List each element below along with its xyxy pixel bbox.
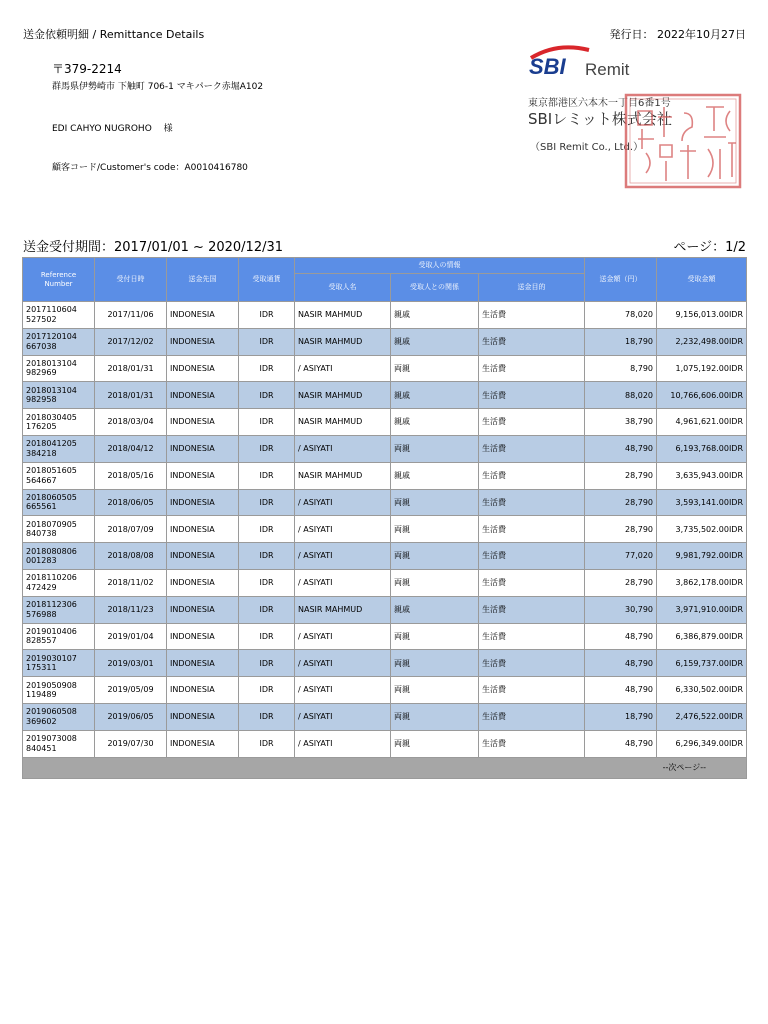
cell-name: / ASIYATI	[295, 489, 391, 516]
document-title: 送金依頼明細 / Remittance Details	[23, 28, 205, 41]
cell-dest: INDONESIA	[167, 623, 239, 650]
cell-amount-jpy: 28,790	[585, 462, 657, 489]
cell-amount-jpy: 8,790	[585, 355, 657, 382]
cell-amount-recv: 10,766,606.00IDR	[657, 382, 747, 409]
cell-dest: INDONESIA	[167, 302, 239, 329]
company-name-en: （SBI Remit Co., Ltd.）	[530, 142, 644, 153]
customer-name: EDI CAHYO NUGROHO 様	[52, 124, 173, 134]
cell-relation: 親戚	[391, 596, 479, 623]
customer-code: 顧客コード/Customer's code：A0010416780	[52, 163, 248, 173]
seal-icon	[624, 93, 742, 189]
cell-date: 2019/03/01	[95, 650, 167, 677]
cell-amount-jpy: 48,790	[585, 623, 657, 650]
cell-amount-jpy: 77,020	[585, 543, 657, 570]
cell-purpose: 生活費	[479, 462, 585, 489]
cell-name: NASIR MAHMUD	[295, 328, 391, 355]
cell-name: NASIR MAHMUD	[295, 302, 391, 329]
cell-amount-jpy: 48,790	[585, 650, 657, 677]
cell-dest: INDONESIA	[167, 596, 239, 623]
cell-relation: 両親	[391, 489, 479, 516]
cell-purpose: 生活費	[479, 409, 585, 436]
cell-relation: 両親	[391, 650, 479, 677]
cell-ref: 2018112306 576988	[23, 596, 95, 623]
table-row	[23, 355, 747, 382]
cell-dest: INDONESIA	[167, 355, 239, 382]
cell-amount-recv: 3,735,502.00IDR	[657, 516, 747, 543]
cell-name: / ASIYATI	[295, 543, 391, 570]
cell-currency: IDR	[239, 462, 295, 489]
header-date: 受付日時	[95, 258, 167, 302]
header-currency: 受取通貨	[239, 258, 295, 302]
cell-currency: IDR	[239, 703, 295, 730]
cell-relation: 親戚	[391, 462, 479, 489]
cell-amount-jpy: 28,790	[585, 569, 657, 596]
cell-dest: INDONESIA	[167, 489, 239, 516]
cell-purpose: 生活費	[479, 569, 585, 596]
cell-ref: 2018110206 472429	[23, 569, 95, 596]
cell-amount-jpy: 48,790	[585, 730, 657, 757]
cell-relation: 親戚	[391, 302, 479, 329]
cell-date: 2019/05/09	[95, 677, 167, 704]
cell-purpose: 生活費	[479, 543, 585, 570]
cell-ref: 2018041205 384218	[23, 435, 95, 462]
cell-purpose: 生活費	[479, 435, 585, 462]
cell-relation: 両親	[391, 435, 479, 462]
cell-currency: IDR	[239, 677, 295, 704]
cell-name: NASIR MAHMUD	[295, 382, 391, 409]
cell-name: / ASIYATI	[295, 516, 391, 543]
cell-relation: 両親	[391, 543, 479, 570]
cell-ref: 2018013104 982958	[23, 382, 95, 409]
cell-amount-recv: 9,981,792.00IDR	[657, 543, 747, 570]
cell-relation: 親戚	[391, 382, 479, 409]
cell-name: NASIR MAHMUD	[295, 596, 391, 623]
cell-date: 2019/07/30	[95, 730, 167, 757]
cell-dest: INDONESIA	[167, 677, 239, 704]
table-row	[23, 462, 747, 489]
remittance-period: 送金受付期間：2017/01/01 ~ 2020/12/31	[23, 240, 284, 255]
header-recipient-name: 受取人名	[295, 274, 391, 302]
company-name: SBIレミット株式会社	[528, 110, 672, 128]
cell-amount-jpy: 28,790	[585, 489, 657, 516]
cell-relation: 両親	[391, 730, 479, 757]
cell-relation: 親戚	[391, 409, 479, 436]
cell-amount-recv: 3,862,178.00IDR	[657, 569, 747, 596]
cell-ref: 2019060508 369602	[23, 703, 95, 730]
cell-dest: INDONESIA	[167, 382, 239, 409]
cell-ref: 2018080806 001283	[23, 543, 95, 570]
cell-dest: INDONESIA	[167, 543, 239, 570]
header-destination: 送金先国	[167, 258, 239, 302]
cell-purpose: 生活費	[479, 596, 585, 623]
cell-amount-recv: 3,593,141.00IDR	[657, 489, 747, 516]
logo-remit-text: Remit	[585, 60, 630, 79]
cell-amount-recv: 6,330,502.00IDR	[657, 677, 747, 704]
cell-name: NASIR MAHMUD	[295, 409, 391, 436]
cell-purpose: 生活費	[479, 730, 585, 757]
table-row	[23, 596, 747, 623]
cell-relation: 両親	[391, 569, 479, 596]
table-row	[23, 677, 747, 704]
cell-currency: IDR	[239, 489, 295, 516]
cell-name: / ASIYATI	[295, 623, 391, 650]
cell-date: 2019/06/05	[95, 703, 167, 730]
cell-date: 2018/01/31	[95, 382, 167, 409]
cell-dest: INDONESIA	[167, 730, 239, 757]
cell-ref: 2019010406 828557	[23, 623, 95, 650]
cell-relation: 親戚	[391, 328, 479, 355]
cell-date: 2018/07/09	[95, 516, 167, 543]
cell-amount-jpy: 18,790	[585, 328, 657, 355]
cell-amount-jpy: 30,790	[585, 596, 657, 623]
cell-ref: 2018030405 176205	[23, 409, 95, 436]
cell-date: 2018/04/12	[95, 435, 167, 462]
cell-purpose: 生活費	[479, 623, 585, 650]
cell-date: 2018/06/05	[95, 489, 167, 516]
cell-amount-jpy: 28,790	[585, 516, 657, 543]
cell-date: 2019/01/04	[95, 623, 167, 650]
cell-amount-recv: 3,971,910.00IDR	[657, 596, 747, 623]
cell-amount-recv: 3,635,943.00IDR	[657, 462, 747, 489]
cell-currency: IDR	[239, 730, 295, 757]
cell-date: 2017/12/02	[95, 328, 167, 355]
cell-purpose: 生活費	[479, 516, 585, 543]
table-row	[23, 328, 747, 355]
cell-purpose: 生活費	[479, 328, 585, 355]
cell-date: 2018/01/31	[95, 355, 167, 382]
cell-currency: IDR	[239, 569, 295, 596]
header-purpose: 送金目的	[479, 274, 585, 302]
company-seal-stamp	[624, 93, 742, 189]
table-row	[23, 382, 747, 409]
cell-amount-jpy: 88,020	[585, 382, 657, 409]
cell-date: 2018/05/16	[95, 462, 167, 489]
table-row	[23, 302, 747, 329]
cell-amount-recv: 4,961,621.00IDR	[657, 409, 747, 436]
cell-date: 2018/08/08	[95, 543, 167, 570]
cell-amount-recv: 9,156,013.00IDR	[657, 302, 747, 329]
table-row	[23, 543, 747, 570]
cell-name: / ASIYATI	[295, 355, 391, 382]
cell-amount-jpy: 38,790	[585, 409, 657, 436]
cell-dest: INDONESIA	[167, 650, 239, 677]
cell-date: 2017/11/06	[95, 302, 167, 329]
cell-currency: IDR	[239, 435, 295, 462]
cell-dest: INDONESIA	[167, 569, 239, 596]
cell-amount-recv: 6,386,879.00IDR	[657, 623, 747, 650]
cell-name: / ASIYATI	[295, 650, 391, 677]
cell-currency: IDR	[239, 382, 295, 409]
table-row	[23, 489, 747, 516]
cell-dest: INDONESIA	[167, 516, 239, 543]
cell-ref: 2018051605 564667	[23, 462, 95, 489]
cell-amount-jpy: 48,790	[585, 677, 657, 704]
cell-amount-recv: 6,296,349.00IDR	[657, 730, 747, 757]
next-page-footer: --次ページ--	[23, 757, 747, 778]
cell-currency: IDR	[239, 650, 295, 677]
table-row	[23, 409, 747, 436]
cell-amount-recv: 6,159,737.00IDR	[657, 650, 747, 677]
sbi-remit-logo	[527, 44, 657, 84]
cell-currency: IDR	[239, 328, 295, 355]
cell-currency: IDR	[239, 596, 295, 623]
header-amount-received: 受取金額	[657, 258, 747, 302]
cell-ref: 2018070905 840738	[23, 516, 95, 543]
cell-currency: IDR	[239, 355, 295, 382]
company-address: 東京都港区六本木一丁目6番1号	[528, 98, 671, 109]
table-row	[23, 435, 747, 462]
table-row	[23, 569, 747, 596]
cell-ref: 2019073008 840451	[23, 730, 95, 757]
cell-relation: 両親	[391, 623, 479, 650]
logo-sbi-text: SBI	[529, 54, 566, 79]
cell-dest: INDONESIA	[167, 409, 239, 436]
table-row	[23, 623, 747, 650]
cell-dest: INDONESIA	[167, 435, 239, 462]
header-relationship: 受取人との関係	[391, 274, 479, 302]
cell-amount-jpy: 78,020	[585, 302, 657, 329]
cell-amount-recv: 6,193,768.00IDR	[657, 435, 747, 462]
customer-address: 群馬県伊勢崎市 下触町 706-1 マキパーク赤堀A102	[52, 82, 264, 92]
cell-name: / ASIYATI	[295, 569, 391, 596]
cell-ref: 2017120104 667038	[23, 328, 95, 355]
cell-currency: IDR	[239, 302, 295, 329]
cell-date: 2018/11/23	[95, 596, 167, 623]
cell-purpose: 生活費	[479, 382, 585, 409]
cell-ref: 2019030107 175311	[23, 650, 95, 677]
cell-name: / ASIYATI	[295, 703, 391, 730]
header-recipient-info: 受取人の情報	[295, 258, 585, 274]
cell-name: / ASIYATI	[295, 730, 391, 757]
table-row	[23, 703, 747, 730]
cell-amount-recv: 1,075,192.00IDR	[657, 355, 747, 382]
cell-dest: INDONESIA	[167, 462, 239, 489]
page-number: ページ：1/2	[673, 240, 746, 255]
cell-purpose: 生活費	[479, 489, 585, 516]
cell-amount-recv: 2,476,522.00IDR	[657, 703, 747, 730]
cell-amount-jpy: 18,790	[585, 703, 657, 730]
cell-amount-recv: 2,232,498.00IDR	[657, 328, 747, 355]
cell-ref: 2018060505 665561	[23, 489, 95, 516]
cell-currency: IDR	[239, 543, 295, 570]
cell-currency: IDR	[239, 623, 295, 650]
cell-purpose: 生活費	[479, 703, 585, 730]
cell-dest: INDONESIA	[167, 328, 239, 355]
table-row	[23, 516, 747, 543]
cell-amount-jpy: 48,790	[585, 435, 657, 462]
cell-relation: 両親	[391, 355, 479, 382]
cell-purpose: 生活費	[479, 677, 585, 704]
cell-purpose: 生活費	[479, 302, 585, 329]
header-amount-jpy: 送金額（円）	[585, 258, 657, 302]
cell-name: / ASIYATI	[295, 435, 391, 462]
table-row	[23, 650, 747, 677]
cell-currency: IDR	[239, 516, 295, 543]
cell-date: 2018/11/02	[95, 569, 167, 596]
cell-relation: 両親	[391, 516, 479, 543]
cell-ref: 2019050908 119489	[23, 677, 95, 704]
cell-purpose: 生活費	[479, 650, 585, 677]
postal-code: 〒379-2214	[52, 62, 122, 76]
cell-purpose: 生活費	[479, 355, 585, 382]
remittance-table	[22, 257, 747, 779]
cell-name: / ASIYATI	[295, 677, 391, 704]
cell-relation: 両親	[391, 677, 479, 704]
cell-ref: 2017110604 527502	[23, 302, 95, 329]
cell-date: 2018/03/04	[95, 409, 167, 436]
cell-dest: INDONESIA	[167, 703, 239, 730]
cell-relation: 両親	[391, 703, 479, 730]
cell-name: NASIR MAHMUD	[295, 462, 391, 489]
cell-currency: IDR	[239, 409, 295, 436]
cell-ref: 2018013104 982969	[23, 355, 95, 382]
table-row	[23, 730, 747, 757]
issue-date: 発行日： 2022年10月27日	[609, 28, 746, 41]
header-reference-number: Reference Number	[23, 258, 95, 302]
